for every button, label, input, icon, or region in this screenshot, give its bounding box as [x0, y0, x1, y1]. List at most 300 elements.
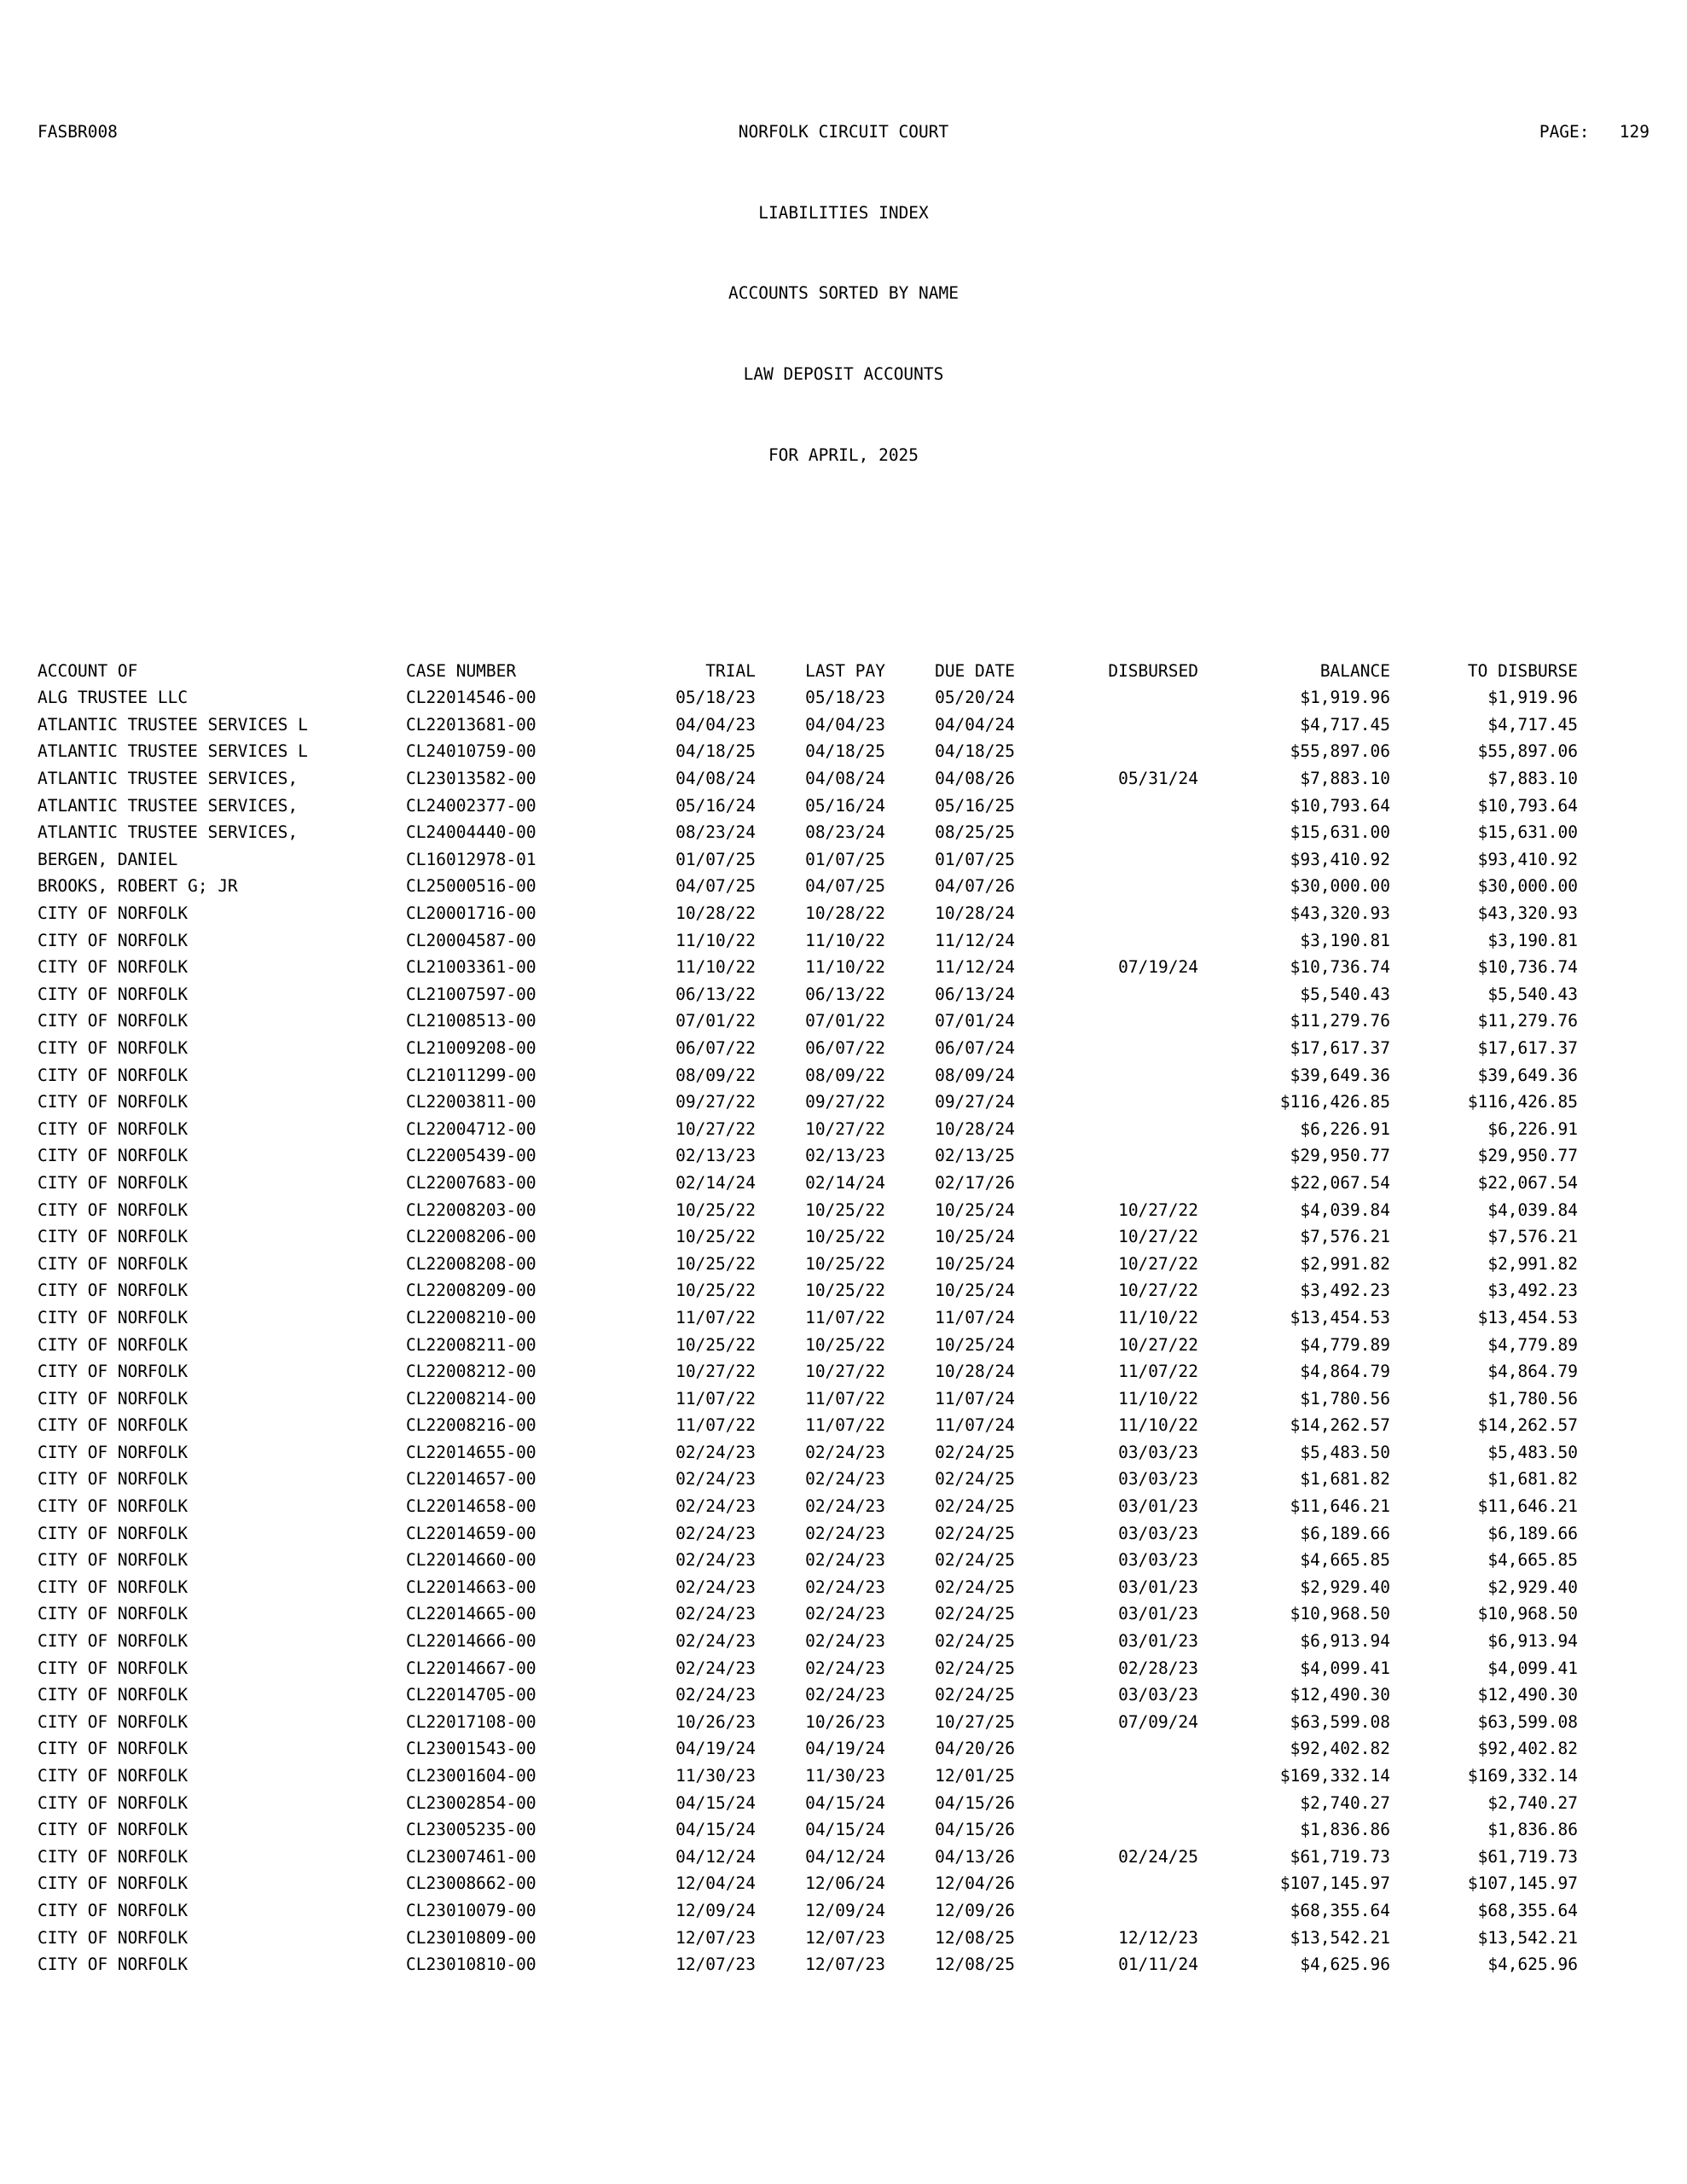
cell-last-pay: 04/19/24	[805, 1739, 885, 1759]
cell-to-disburse: $6,226.91	[1487, 1118, 1578, 1139]
cell-last-pay: 12/06/24	[805, 1873, 885, 1894]
cell-due-date: 12/08/25	[935, 1927, 1015, 1948]
cell-account-of: CITY OF NORFOLK	[38, 1307, 188, 1327]
column-header-case-number: CASE NUMBER	[406, 660, 517, 681]
cell-disbursed	[1015, 1062, 1198, 1089]
cell-last-pay: 10/28/22	[805, 903, 885, 923]
cell-due-date: 10/25/24	[935, 1253, 1015, 1274]
cell-account-of: CITY OF NORFOLK	[38, 1415, 188, 1436]
cell-due-date: 10/25/24	[935, 1334, 1015, 1355]
cell-to-disburse: $2,929.40	[1487, 1577, 1578, 1597]
cell-last-pay: 02/24/23	[805, 1685, 885, 1705]
cell-case-number: CL23013582-00	[406, 769, 536, 789]
cell-case-number: CL22014663-00	[406, 1577, 536, 1597]
cell-account-of: BROOKS, ROBERT G; JR	[38, 876, 238, 897]
cell-trial: 02/13/23	[675, 1146, 756, 1166]
cell-account-of: CITY OF NORFOLK	[38, 1711, 188, 1732]
cell-balance: $63,599.08	[1290, 1711, 1390, 1732]
table-row	[38, 1277, 1578, 1304]
cell-case-number: CL22008216-00	[406, 1415, 536, 1436]
cell-trial: 10/27/22	[675, 1118, 756, 1139]
cell-trial: 02/24/23	[675, 1685, 756, 1705]
cell-to-disburse: $4,864.79	[1487, 1362, 1578, 1382]
table-row	[38, 1870, 1578, 1897]
cell-to-disburse: $1,836.86	[1487, 1820, 1578, 1840]
cell-balance: $68,355.64	[1290, 1900, 1390, 1920]
cell-case-number: CL21011299-00	[406, 1065, 536, 1085]
cell-last-pay: 11/07/22	[805, 1415, 885, 1436]
cell-balance: $14,262.57	[1290, 1415, 1390, 1436]
table-header-row	[38, 658, 1578, 685]
cell-balance: $5,483.50	[1300, 1442, 1390, 1462]
table-row	[38, 1682, 1578, 1709]
page-indicator	[1539, 119, 1649, 146]
cell-trial: 10/25/22	[675, 1281, 756, 1301]
cell-trial: 12/04/24	[675, 1873, 756, 1894]
cell-to-disburse: $6,913.94	[1487, 1631, 1578, 1652]
cell-trial: 06/13/22	[675, 984, 756, 1004]
cell-disbursed: 03/01/23	[1118, 1631, 1198, 1652]
report-title-line-2: LIABILITIES INDEX	[758, 202, 929, 223]
cell-account-of: CITY OF NORFOLK	[38, 1092, 188, 1112]
cell-to-disburse: $93,410.92	[1477, 849, 1578, 869]
cell-due-date: 08/09/24	[935, 1065, 1015, 1085]
cell-account-of: CITY OF NORFOLK	[38, 1362, 188, 1382]
cell-last-pay: 02/24/23	[805, 1604, 885, 1624]
cell-to-disburse: $12,490.30	[1477, 1685, 1578, 1705]
cell-trial: 02/24/23	[675, 1469, 756, 1490]
table-row	[38, 1600, 1578, 1628]
cell-last-pay: 02/24/23	[805, 1550, 885, 1571]
cell-due-date: 10/25/24	[935, 1281, 1015, 1301]
cell-account-of: ATLANTIC TRUSTEE SERVICES L	[38, 741, 308, 762]
table-row	[38, 873, 1578, 900]
cell-last-pay: 02/24/23	[805, 1442, 885, 1462]
liabilities-table	[38, 658, 1578, 1978]
cell-case-number: CL22014665-00	[406, 1604, 536, 1624]
cell-balance: $6,226.91	[1300, 1118, 1390, 1139]
column-header-balance: BALANCE	[1319, 660, 1390, 681]
cell-to-disburse: $14,262.57	[1477, 1415, 1578, 1436]
cell-due-date: 06/13/24	[935, 984, 1015, 1004]
table-row	[38, 1304, 1578, 1332]
table-header	[38, 658, 1578, 685]
cell-balance: $3,492.23	[1300, 1281, 1390, 1301]
cell-to-disburse: $17,617.37	[1477, 1037, 1578, 1058]
cell-case-number: CL22008214-00	[406, 1388, 536, 1409]
cell-disbursed: 07/09/24	[1118, 1711, 1198, 1732]
cell-account-of: CITY OF NORFOLK	[38, 1523, 188, 1543]
cell-account-of: CITY OF NORFOLK	[38, 1739, 188, 1759]
cell-due-date: 10/25/24	[935, 1199, 1015, 1220]
cell-to-disburse: $10,736.74	[1477, 957, 1578, 978]
cell-last-pay: 11/10/22	[805, 930, 885, 950]
cell-balance: $1,681.82	[1300, 1469, 1390, 1490]
cell-case-number: CL25000516-00	[406, 876, 536, 897]
table-body	[38, 684, 1578, 1978]
cell-last-pay: 04/15/24	[805, 1792, 885, 1813]
cell-due-date: 08/25/25	[935, 822, 1015, 843]
cell-to-disburse: $39,649.36	[1477, 1065, 1578, 1085]
cell-case-number: CL22007683-00	[406, 1172, 536, 1193]
cell-case-number: CL23007461-00	[406, 1846, 536, 1867]
cell-account-of: ATLANTIC TRUSTEE SERVICES,	[38, 769, 299, 789]
cell-balance: $93,410.92	[1290, 849, 1390, 869]
cell-due-date: 02/24/25	[935, 1550, 1015, 1571]
cell-trial: 12/09/24	[675, 1900, 756, 1920]
cell-due-date: 05/20/24	[935, 688, 1015, 708]
cell-due-date: 12/08/25	[935, 1955, 1015, 1975]
cell-balance: $2,991.82	[1300, 1253, 1390, 1274]
cell-account-of: BERGEN, DANIEL	[38, 849, 178, 869]
cell-account-of: CITY OF NORFOLK	[38, 984, 188, 1004]
cell-due-date: 02/13/25	[935, 1146, 1015, 1166]
cell-disbursed: 02/24/25	[1118, 1846, 1198, 1867]
cell-last-pay: 02/14/24	[805, 1172, 885, 1193]
cell-case-number: CL22008211-00	[406, 1334, 536, 1355]
cell-account-of: ATLANTIC TRUSTEE SERVICES L	[38, 714, 308, 735]
table-row	[38, 1439, 1578, 1467]
cell-trial: 02/24/23	[675, 1577, 756, 1597]
cell-disbursed: 03/03/23	[1118, 1442, 1198, 1462]
cell-to-disburse: $6,189.66	[1487, 1523, 1578, 1543]
cell-to-disburse: $4,779.89	[1487, 1334, 1578, 1355]
cell-disbursed: 05/31/24	[1118, 769, 1198, 789]
cell-trial: 05/18/23	[675, 688, 756, 708]
cell-case-number: CL22008208-00	[406, 1253, 536, 1274]
cell-due-date: 09/27/24	[935, 1092, 1015, 1112]
cell-account-of: CITY OF NORFOLK	[38, 1334, 188, 1355]
cell-account-of: CITY OF NORFOLK	[38, 1900, 188, 1920]
cell-balance: $29,950.77	[1290, 1146, 1390, 1166]
cell-account-of: ATLANTIC TRUSTEE SERVICES,	[38, 822, 299, 843]
cell-last-pay: 10/25/22	[805, 1227, 885, 1247]
cell-last-pay: 11/30/23	[805, 1766, 885, 1786]
cell-account-of: CITY OF NORFOLK	[38, 1955, 188, 1975]
cell-last-pay: 09/27/22	[805, 1092, 885, 1112]
cell-to-disburse: $2,740.27	[1487, 1792, 1578, 1813]
cell-last-pay: 04/07/25	[805, 876, 885, 897]
cell-account-of: CITY OF NORFOLK	[38, 1496, 188, 1517]
cell-balance: $4,665.85	[1300, 1550, 1390, 1571]
cell-last-pay: 10/27/22	[805, 1118, 885, 1139]
cell-disbursed	[1015, 712, 1198, 739]
page-label: PAGE:	[1539, 121, 1590, 142]
cell-trial: 10/25/22	[675, 1253, 756, 1274]
cell-due-date: 04/08/26	[935, 769, 1015, 789]
cell-last-pay: 02/24/23	[805, 1469, 885, 1490]
cell-due-date: 04/18/25	[935, 741, 1015, 762]
cell-case-number: CL23002854-00	[406, 1792, 536, 1813]
report-title-line-1: NORFOLK CIRCUIT COURT	[738, 121, 949, 142]
cell-due-date: 12/04/26	[935, 1873, 1015, 1894]
cell-case-number: CL22014666-00	[406, 1631, 536, 1652]
table-row	[38, 1520, 1578, 1548]
cell-last-pay: 04/18/25	[805, 741, 885, 762]
cell-account-of: CITY OF NORFOLK	[38, 1685, 188, 1705]
cell-to-disburse: $43,320.93	[1477, 903, 1578, 923]
report-title-line-4: LAW DEPOSIT ACCOUNTS	[743, 364, 944, 385]
cell-due-date: 06/07/24	[935, 1037, 1015, 1058]
cell-case-number: CL22014667-00	[406, 1658, 536, 1678]
report-header-line-2	[38, 200, 1649, 227]
cell-disbursed: 03/01/23	[1118, 1577, 1198, 1597]
cell-trial: 04/18/25	[675, 741, 756, 762]
cell-account-of: CITY OF NORFOLK	[38, 957, 188, 978]
table-row	[38, 1951, 1578, 1978]
cell-balance: $10,793.64	[1290, 795, 1390, 816]
cell-disbursed	[1015, 1870, 1198, 1897]
cell-account-of: CITY OF NORFOLK	[38, 1281, 188, 1301]
cell-case-number: CL22014546-00	[406, 688, 536, 708]
cell-to-disburse: $13,454.53	[1477, 1307, 1578, 1327]
cell-to-disburse: $1,919.96	[1487, 688, 1578, 708]
cell-due-date: 04/15/26	[935, 1792, 1015, 1813]
cell-trial: 02/24/23	[675, 1631, 756, 1652]
table-row	[38, 1763, 1578, 1790]
table-row	[38, 846, 1578, 874]
cell-disbursed: 11/07/22	[1118, 1362, 1198, 1382]
cell-to-disburse: $3,492.23	[1487, 1281, 1578, 1301]
cell-last-pay: 02/24/23	[805, 1658, 885, 1678]
cell-disbursed	[1015, 684, 1198, 712]
cell-case-number: CL22014659-00	[406, 1523, 536, 1543]
cell-case-number: CL22014660-00	[406, 1550, 536, 1571]
cell-trial: 08/23/24	[675, 822, 756, 843]
cell-trial: 02/24/23	[675, 1550, 756, 1571]
cell-case-number: CL22013681-00	[406, 714, 536, 735]
cell-disbursed: 02/28/23	[1118, 1658, 1198, 1678]
cell-trial: 04/19/24	[675, 1739, 756, 1759]
cell-due-date: 01/07/25	[935, 849, 1015, 869]
cell-last-pay: 12/07/23	[805, 1955, 885, 1975]
cell-disbursed: 12/12/23	[1118, 1927, 1198, 1948]
cell-balance: $7,883.10	[1300, 769, 1390, 789]
table-row	[38, 1735, 1578, 1763]
cell-due-date: 10/28/24	[935, 1118, 1015, 1139]
cell-due-date: 11/07/24	[935, 1307, 1015, 1327]
cell-case-number: CL22008212-00	[406, 1362, 536, 1382]
cell-last-pay: 08/09/22	[805, 1065, 885, 1085]
table-row	[38, 793, 1578, 820]
table-row	[38, 1897, 1578, 1925]
cell-balance: $4,779.89	[1300, 1334, 1390, 1355]
table-row	[38, 1466, 1578, 1493]
cell-account-of: CITY OF NORFOLK	[38, 1172, 188, 1193]
cell-to-disburse: $15,631.00	[1477, 822, 1578, 843]
cell-case-number: CL23005235-00	[406, 1820, 536, 1840]
cell-last-pay: 02/24/23	[805, 1523, 885, 1543]
cell-trial: 11/07/22	[675, 1415, 756, 1436]
cell-trial: 04/15/24	[675, 1792, 756, 1813]
cell-to-disburse: $4,717.45	[1487, 714, 1578, 735]
cell-balance: $2,929.40	[1300, 1577, 1390, 1597]
report-title-line-5: FOR APRIL, 2025	[768, 444, 919, 465]
cell-to-disburse: $11,646.21	[1477, 1496, 1578, 1517]
table-row	[38, 1709, 1578, 1736]
cell-trial: 11/10/22	[675, 957, 756, 978]
cell-due-date: 02/24/25	[935, 1469, 1015, 1490]
cell-case-number: CL22008210-00	[406, 1307, 536, 1327]
cell-trial: 02/24/23	[675, 1442, 756, 1462]
report-body	[38, 38, 1649, 2059]
cell-disbursed	[1015, 738, 1198, 765]
cell-account-of: CITY OF NORFOLK	[38, 903, 188, 923]
cell-balance: $4,039.84	[1300, 1199, 1390, 1220]
cell-due-date: 12/01/25	[935, 1766, 1015, 1786]
cell-account-of: CITY OF NORFOLK	[38, 1846, 188, 1867]
cell-trial: 12/07/23	[675, 1927, 756, 1948]
table-row	[38, 981, 1578, 1008]
cell-case-number: CL23008662-00	[406, 1873, 536, 1894]
cell-last-pay: 04/04/23	[805, 714, 885, 735]
cell-disbursed	[1015, 900, 1198, 927]
table-row	[38, 1790, 1578, 1817]
cell-account-of: CITY OF NORFOLK	[38, 1388, 188, 1409]
cell-trial: 04/04/23	[675, 714, 756, 735]
cell-balance: $3,190.81	[1300, 930, 1390, 950]
cell-last-pay: 04/08/24	[805, 769, 885, 789]
table-row	[38, 712, 1578, 739]
cell-case-number: CL24002377-00	[406, 795, 536, 816]
table-row	[38, 684, 1578, 712]
cell-trial: 10/25/22	[675, 1227, 756, 1247]
cell-case-number: CL20001716-00	[406, 903, 536, 923]
cell-due-date: 02/24/25	[935, 1496, 1015, 1517]
table-row	[38, 927, 1578, 955]
cell-disbursed	[1015, 1816, 1198, 1844]
table-row	[38, 1170, 1578, 1197]
cell-to-disburse: $116,426.85	[1467, 1092, 1578, 1112]
cell-to-disburse: $4,039.84	[1487, 1199, 1578, 1220]
cell-due-date: 11/07/24	[935, 1388, 1015, 1409]
cell-case-number: CL23001604-00	[406, 1766, 536, 1786]
cell-balance: $30,000.00	[1290, 876, 1390, 897]
cell-due-date: 10/28/24	[935, 903, 1015, 923]
report-header-line-1	[38, 119, 1649, 146]
cell-to-disburse: $29,950.77	[1477, 1146, 1578, 1166]
cell-due-date: 02/24/25	[935, 1523, 1015, 1543]
cell-trial: 12/07/23	[675, 1955, 756, 1975]
table-row	[38, 900, 1578, 927]
cell-due-date: 02/24/25	[935, 1442, 1015, 1462]
column-header-last-pay: LAST PAY	[805, 660, 885, 681]
cell-trial: 02/14/24	[675, 1172, 756, 1193]
cell-balance: $55,897.06	[1290, 741, 1390, 762]
cell-balance: $4,717.45	[1300, 714, 1390, 735]
cell-case-number: CL23010079-00	[406, 1900, 536, 1920]
cell-to-disburse: $7,576.21	[1487, 1227, 1578, 1247]
cell-trial: 06/07/22	[675, 1037, 756, 1058]
cell-account-of: ALG TRUSTEE LLC	[38, 688, 188, 708]
cell-last-pay: 11/10/22	[805, 957, 885, 978]
cell-disbursed: 01/11/24	[1118, 1955, 1198, 1975]
cell-trial: 02/24/23	[675, 1658, 756, 1678]
table-row	[38, 954, 1578, 981]
cell-to-disburse: $2,991.82	[1487, 1253, 1578, 1274]
cell-due-date: 10/28/24	[935, 1362, 1015, 1382]
cell-case-number: CL22003811-00	[406, 1092, 536, 1112]
cell-case-number: CL21007597-00	[406, 984, 536, 1004]
cell-last-pay: 10/27/22	[805, 1362, 885, 1382]
cell-disbursed: 07/19/24	[1118, 957, 1198, 978]
cell-last-pay: 07/01/22	[805, 1011, 885, 1031]
cell-balance: $1,780.56	[1300, 1388, 1390, 1409]
table-row	[38, 1655, 1578, 1682]
cell-to-disburse: $92,402.82	[1477, 1739, 1578, 1759]
cell-last-pay: 05/16/24	[805, 795, 885, 816]
cell-trial: 04/12/24	[675, 1846, 756, 1867]
cell-trial: 05/16/24	[675, 795, 756, 816]
table-row	[38, 738, 1578, 765]
cell-balance: $13,542.21	[1290, 1927, 1390, 1948]
cell-balance: $1,836.86	[1300, 1820, 1390, 1840]
cell-balance: $11,279.76	[1290, 1011, 1390, 1031]
cell-due-date: 10/27/25	[935, 1711, 1015, 1732]
cell-account-of: CITY OF NORFOLK	[38, 1118, 188, 1139]
table-row	[38, 1547, 1578, 1574]
cell-due-date: 02/24/25	[935, 1604, 1015, 1624]
cell-due-date: 10/25/24	[935, 1227, 1015, 1247]
cell-disbursed	[1015, 1035, 1198, 1062]
cell-balance: $12,490.30	[1290, 1685, 1390, 1705]
cell-disbursed	[1015, 873, 1198, 900]
cell-balance: $43,320.93	[1290, 903, 1390, 923]
cell-last-pay: 12/07/23	[805, 1927, 885, 1948]
cell-to-disburse: $1,681.82	[1487, 1469, 1578, 1490]
cell-case-number: CL22005439-00	[406, 1146, 536, 1166]
cell-to-disburse: $4,099.41	[1487, 1658, 1578, 1678]
cell-last-pay: 02/13/23	[805, 1146, 885, 1166]
cell-to-disburse: $13,542.21	[1477, 1927, 1578, 1948]
cell-last-pay: 06/13/22	[805, 984, 885, 1004]
cell-balance: $107,145.97	[1279, 1873, 1390, 1894]
cell-to-disburse: $55,897.06	[1477, 741, 1578, 762]
cell-disbursed	[1015, 1790, 1198, 1817]
cell-trial: 04/08/24	[675, 769, 756, 789]
cell-to-disburse: $5,483.50	[1487, 1442, 1578, 1462]
cell-disbursed: 10/27/22	[1118, 1199, 1198, 1220]
cell-account-of: CITY OF NORFOLK	[38, 1011, 188, 1031]
table-row	[38, 819, 1578, 846]
cell-account-of: CITY OF NORFOLK	[38, 1604, 188, 1624]
table-row	[38, 1628, 1578, 1655]
cell-due-date: 11/12/24	[935, 957, 1015, 978]
cell-disbursed	[1015, 1116, 1198, 1143]
cell-disbursed: 10/27/22	[1118, 1227, 1198, 1247]
cell-balance: $13,454.53	[1290, 1307, 1390, 1327]
cell-due-date: 02/24/25	[935, 1631, 1015, 1652]
cell-case-number: CL22014657-00	[406, 1469, 536, 1490]
cell-case-number: CL24010759-00	[406, 741, 536, 762]
report-id: FASBR008	[38, 121, 118, 142]
cell-case-number: CL22008203-00	[406, 1199, 536, 1220]
cell-last-pay: 04/15/24	[805, 1820, 885, 1840]
cell-to-disburse: $5,540.43	[1487, 984, 1578, 1004]
cell-trial: 10/26/23	[675, 1711, 756, 1732]
cell-balance: $4,864.79	[1300, 1362, 1390, 1382]
cell-trial: 09/27/22	[675, 1092, 756, 1112]
cell-case-number: CL22004712-00	[406, 1118, 536, 1139]
cell-balance: $5,540.43	[1300, 984, 1390, 1004]
cell-account-of: CITY OF NORFOLK	[38, 1766, 188, 1786]
cell-disbursed	[1015, 1008, 1198, 1035]
cell-to-disburse: $61,719.73	[1477, 1846, 1578, 1867]
report-header-line-4	[38, 361, 1649, 388]
cell-disbursed	[1015, 1089, 1198, 1116]
cell-last-pay: 11/07/22	[805, 1388, 885, 1409]
table-row	[38, 1116, 1578, 1143]
